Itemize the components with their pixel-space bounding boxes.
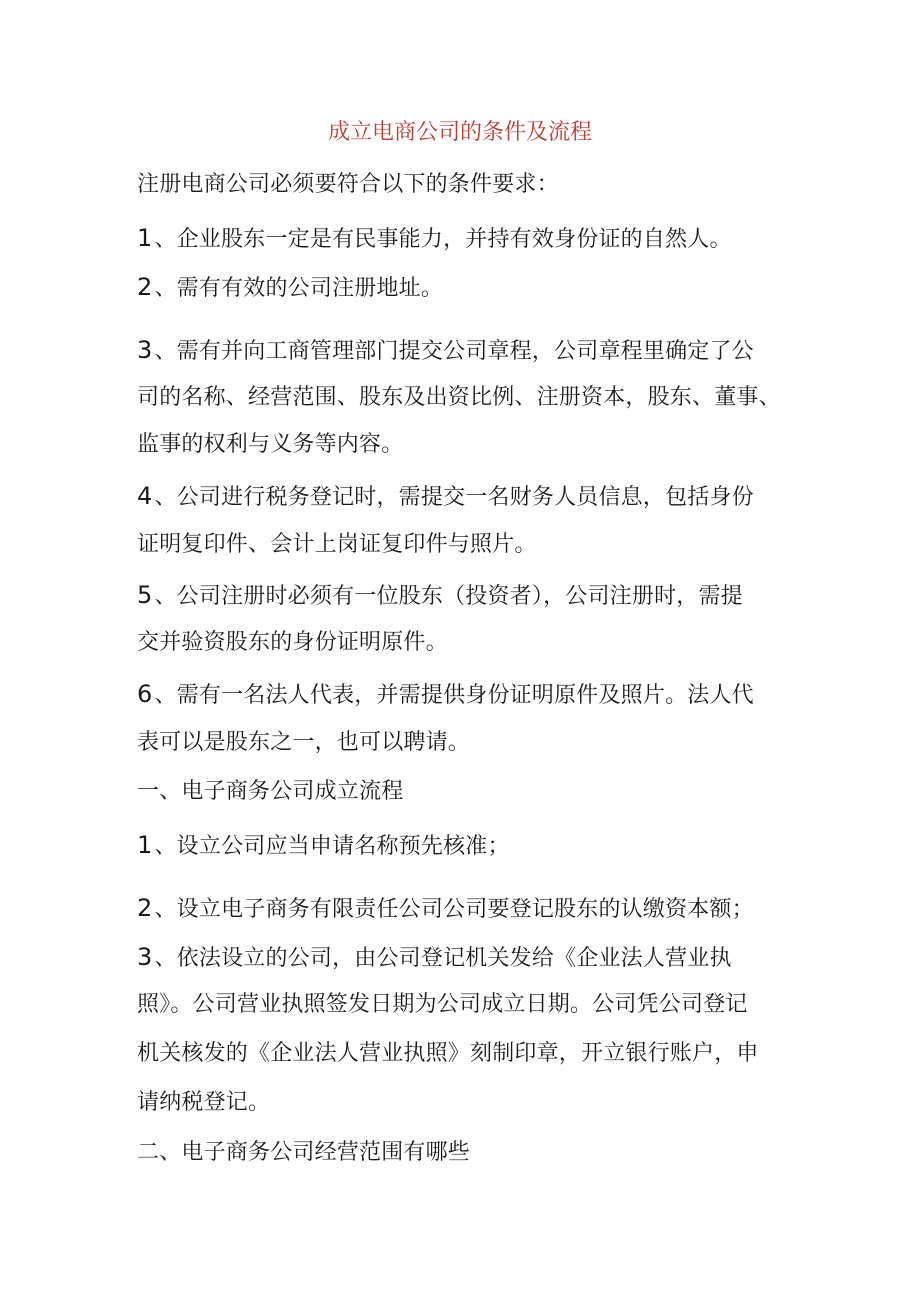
section-2-heading: 二、电子商务公司经营范围有哪些	[137, 1140, 471, 1165]
condition-2	[137, 272, 797, 304]
condition-1	[137, 223, 797, 255]
condition-5	[137, 580, 797, 612]
condition-6-line-2: 表可以是股东之一，也可以聘请。	[137, 730, 471, 755]
step-1	[137, 830, 797, 862]
condition-number: 4	[137, 482, 153, 510]
step-3	[137, 942, 797, 974]
step-3-line-4: 请纳税登记。	[137, 1090, 271, 1115]
condition-text: 、公司进行税务登记时，需提交一名财务人员信息，包括身份	[154, 485, 754, 510]
condition-text: 、需有一名法人代表，并需提供身份证明原件及照片。法人代	[154, 683, 754, 708]
condition-text: 、企业股东一定是有民事能力，并持有效身份证的自然人。	[154, 227, 732, 252]
condition-number: 6	[137, 680, 153, 708]
step-2	[137, 893, 797, 925]
condition-4-line-2: 证明复印件、会计上岗证复印件与照片。	[137, 532, 537, 557]
intro-paragraph: 注册电商公司必须要符合以下的条件要求：	[137, 172, 559, 197]
condition-text: 、需有有效的公司注册地址。	[154, 276, 444, 301]
section-1-heading: 一、电子商务公司成立流程	[137, 779, 404, 804]
step-number: 2	[137, 894, 153, 922]
condition-5-line-2: 交并验资股东的身份证明原件。	[137, 630, 448, 655]
document-title: 成立电商公司的条件及流程	[327, 120, 592, 145]
step-text: 、设立电子商务有限责任公司公司要登记股东的认缴资本额；	[154, 897, 754, 922]
condition-number: 2	[137, 273, 153, 301]
step-number: 1	[137, 831, 153, 859]
condition-number: 5	[137, 581, 153, 609]
condition-text: 、需有并向工商管理部门提交公司章程，公司章程里确定了公	[154, 339, 754, 364]
step-number: 3	[137, 943, 153, 971]
condition-number: 3	[137, 336, 153, 364]
condition-3-line-3: 监事的权利与义务等内容。	[137, 432, 404, 457]
condition-text: 、公司注册时必须有一位股东（投资者），公司注册时，需提	[154, 584, 743, 609]
step-3-line-3: 机关核发的《企业法人营业执照》刻制印章，开立银行账户，申	[137, 1041, 759, 1066]
condition-number: 1	[137, 224, 153, 252]
step-text: 、设立公司应当申请名称预先核准；	[154, 834, 510, 859]
condition-4	[137, 481, 797, 513]
condition-6	[137, 679, 797, 711]
condition-3	[137, 335, 797, 367]
step-text: 、依法设立的公司，由公司登记机关发给《企业法人营业执	[154, 946, 732, 971]
condition-3-line-2: 司的名称、经营范围、股东及出资比例、注册资本，股东、董事、	[137, 385, 781, 410]
step-3-line-2: 照》。公司营业执照签发日期为公司成立日期。公司凭公司登记	[137, 992, 748, 1017]
